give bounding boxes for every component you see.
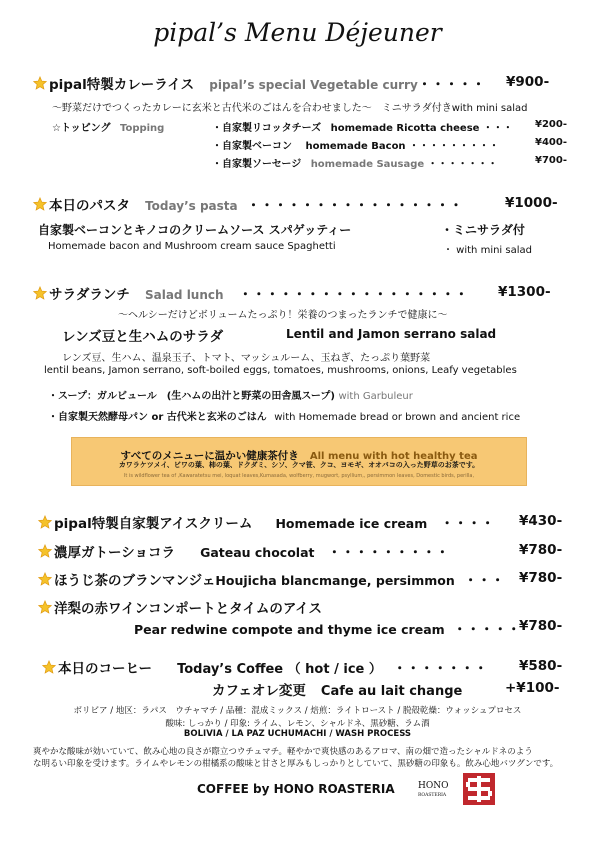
star-icon [33, 76, 47, 90]
coffee-row: 本日のコーヒー Today’s Coffee （ hot / ice ） ・・・・・・・ [42, 657, 487, 677]
dessert-pear-price: ¥780- [519, 618, 563, 634]
star-icon [38, 600, 52, 614]
topping-ricotta-price: ¥200- [535, 119, 567, 130]
star-icon [38, 572, 52, 586]
dessert-ice-cream-price: ¥430- [519, 513, 563, 529]
pasta-dish-jp: 自家製ベーコンとキノコのクリームソース スパゲッティー [38, 223, 352, 237]
coffee-info-2: 酸味: しっかり / 印象: ライム、レモン、シャルドネ、黒砂糖、ラム酒 [165, 719, 430, 729]
star-icon [33, 286, 47, 300]
pasta-side-en: ・ with mini salad [443, 245, 532, 256]
salad-soup: ・スープ：ガルビュール (生ハムの出汁と野菜の田舎風スープ) with Garbuleur [48, 391, 413, 402]
coffee-price: ¥580- [519, 658, 563, 674]
salad-dish-jp: レンズ豆と生ハムのサラダ [62, 329, 224, 345]
pasta-side-jp: ・ミニサラダ付 [441, 223, 525, 237]
topping-sausage-price: ¥700- [535, 155, 567, 166]
star-icon [38, 544, 52, 558]
aulait-row: カフェオレ変更 Cafe au lait change [212, 683, 463, 699]
tea-headline: すべてのメニューに温かい健康茶付き All menu with hot healthy tea [120, 450, 478, 462]
salad-ingredients-jp: レンズ豆、生ハム、温泉玉子、トマト、マッシュルーム、玉ねぎ、たっぷり葉野菜 [62, 353, 431, 364]
star-icon [38, 515, 52, 529]
topping-label: ☆トッピング Topping [52, 123, 165, 134]
dessert-pear-en: Pear redwine compote and thyme ice cream ・・・・・ [134, 622, 521, 638]
page-title: pipal’s Menu Déjeuner [153, 18, 442, 47]
curry-row [33, 73, 485, 93]
curry-desc: 〜野菜だけでつくったカレーに玄米と古代米のごはんを合わせました〜 ミニサラダ付きwith mini salad [52, 103, 528, 114]
hono-logo-icon [463, 773, 495, 805]
star-icon [42, 660, 56, 674]
dessert-blancmange-price: ¥780- [519, 570, 563, 586]
coffee-info-3: BOLIVIA / LA PAZ UCHUMACHI / WASH PROCESS [183, 729, 412, 739]
dessert-gateau: 濃厚ガトーショコラ Gateau chocolat ・・・・・・・・・ [38, 541, 449, 561]
salad-tagline: 〜ヘルシーだけどボリュームたっぷり！栄養のつまったランチで健康に〜 [118, 310, 448, 321]
dessert-ice-cream: pipal特製自家製アイスクリーム Homemade ice cream ・・・・ [38, 512, 494, 532]
coffee-desc-2: な明るい印象を受けます。ライムやレモンの柑橘系の酸味と甘さと厚みもしっかりとしていて、黒砂糖の印象も。飲み心地バツグンです。 [33, 759, 559, 769]
pasta-row: 本日のパスタ Today’s pasta ・・・・・・・・・・・・・・・・ [33, 194, 463, 214]
coffee-credit: COFFEE by HONO ROASTERIA [197, 782, 395, 796]
tea-ingredients-jp: カワラケツメイ、ビワの葉、柿の葉、ドクダミ、シソ、クマ笹、クコ、ヨモギ、オオバコの入った野草のお茶です。 [118, 461, 480, 469]
logo-text: HONO ROASTERIA [418, 781, 449, 798]
salad-bread: ・自家製天然酵母パン or 古代米と玄米のごはん with Homemade bread or brown and ancient rice [48, 412, 521, 423]
curry-dots: ・・・・・ [417, 77, 486, 93]
topping-bacon: ・自家製ベーコン homemade Bacon ・・・・・・・・・ [212, 141, 500, 152]
dessert-gateau-price: ¥780- [519, 542, 563, 558]
salad-dish-en: Lentil and Jamon serrano salad [286, 327, 497, 341]
coffee-desc-1: 爽やかな酸味が効いていて、飲み心地の良さが際立つウチュマチ。軽やかで爽快感のあるアロマ、南の畑で造ったシャルドネのよう [33, 747, 533, 757]
salad-row: サラダランチ Salad lunch ・・・・・・・・・・・・・・・・・ [33, 283, 468, 303]
curry-name-en: pipal’s special Vegetable curry [209, 78, 418, 92]
dessert-pear: 洋梨の赤ワインコンポートとタイムのアイス [38, 597, 322, 617]
tea-ingredients-en: It is wildflower tea of ,Kawaratetsu mei, loquat leaves,Kumasada, wolfberry, mugwort, psyllium,, persimmon leaves, Domestic birds, perilla, [123, 473, 475, 479]
curry-price: ¥900- [506, 74, 550, 90]
pasta-dish-en: Homemade bacon and Mushroom cream sauce Spaghetti [48, 241, 336, 252]
coffee-info-1: ボリビア / 地区：ラパス ウチャマチ / 品種：混成ミックス / 焙煎：ライトロースト / 脱殻乾燥：ウォッシュプロセス [73, 706, 522, 716]
topping-bacon-price: ¥400- [535, 137, 567, 148]
star-icon [33, 197, 47, 211]
curry-name-jp: pipal特製カレーライス [49, 77, 195, 93]
pasta-price: ¥1000- [505, 195, 558, 211]
topping-sausage: ・自家製ソーセージ homemade Sausage ・・・・・・・ [212, 159, 498, 170]
aulait-price: +¥100- [505, 680, 560, 696]
salad-ingredients-en: lentil beans, Jamon serrano, soft-boiled eggs, tomatoes, mushrooms, onions, Leafy vegetables [44, 365, 517, 376]
dessert-blancmange: ほうじ茶のブランマンジェHoujicha blancmange, persimmon ・・・ [38, 569, 504, 589]
topping-ricotta: ・自家製リコッタチーズ homemade Ricotta cheese ・・・ [212, 123, 513, 134]
salad-price: ¥1300- [498, 284, 551, 300]
tea-notice [71, 437, 527, 486]
